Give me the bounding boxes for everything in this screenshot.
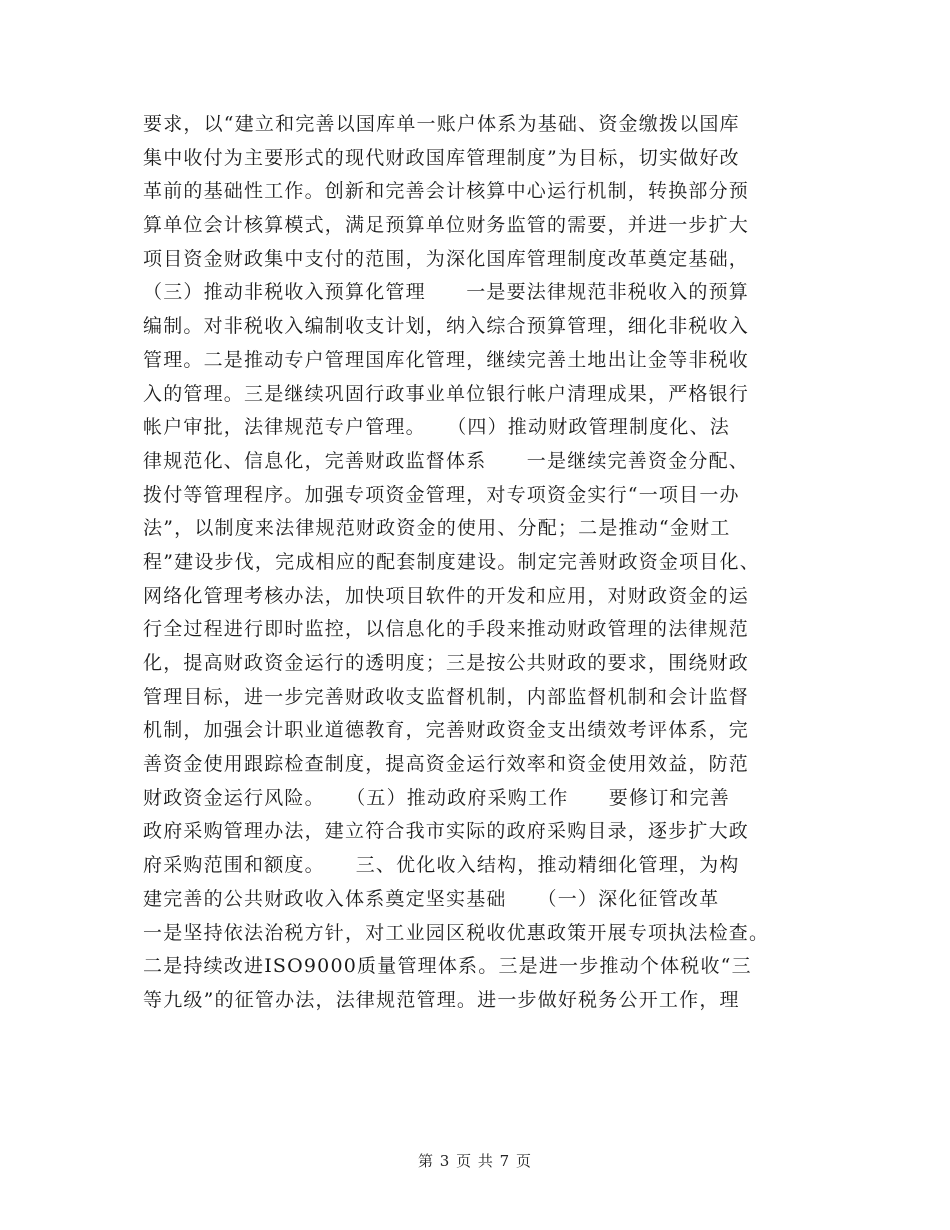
text-line: 善资金使用跟踪检查制度，提高资金运行效率和资金使用效益，防范 [143,753,750,776]
text-line: 一是坚持依法治税方针，对工业园区税收优惠政策开展专项执法检查。 [143,921,770,944]
text-line: 入的管理。三是继续巩固行政事业单位银行帐户清理成果，严格银行 [143,382,750,405]
text-line: （三）推动非税收入预算化管理 一是要法律规范非税收入的预算 [143,281,750,304]
text-line: 法”，以制度来法律规范财政资金的使用、分配；二是推动“金财工 [143,517,731,540]
text-line: 机制，加强会计职业道德教育，完善财政资金支出绩效考评体系，完 [143,719,750,742]
text-line: 二是持续改进ISO9000质量管理体系。三是进一步推动个体税收“三 [143,955,752,978]
text-line: 程”建设步伐，完成相应的配套制度建设。制定完善财政资金项目化、 [143,550,760,573]
page-number-footer: 第 3 页 共 7 页 [418,1152,532,1170]
text-line: 化，提高财政资金运行的透明度；三是按公共财政的要求，围绕财政 [143,652,750,674]
text-line: 财政资金运行风险。 （五）推动政府采购工作 要修订和完善 [143,786,731,809]
text-line: 算单位会计核算模式，满足预算单位财务监管的需要，并进一步扩大 [143,214,750,237]
text-line: 府采购范围和额度。 三、优化收入结构，推动精细化管理，为构 [143,854,740,877]
text-line: 建完善的公共财政收入体系奠定坚实基础 （一）深化征管改革 [143,887,720,910]
text-line: 拨付等管理程序。加强专项资金管理，对专项资金实行“一项目一办 [143,483,740,506]
body-text [143,108,815,1018]
text-line: 网络化管理考核办法，加快项目软件的开发和应用，对财政资金的运 [143,584,750,607]
text-line: 革前的基础性工作。创新和完善会计核算中心运行机制，转换部分预 [143,180,750,203]
text-line: 等九级”的征管办法，法律规范管理。进一步做好税务公开工作，理 [143,988,740,1011]
text-line: 管理。二是推动专户管理国库化管理，继续完善土地出让金等非税收 [143,348,750,371]
text-line: 帐户审批，法律规范专户管理。 （四）推动财政管理制度化、法 [143,416,731,439]
text-line: 项目资金财政集中支付的范围，为深化国库管理制度改革奠定基础， [143,247,750,270]
text-line: 集中收付为主要形式的现代财政国库管理制度”为目标，切实做好改 [143,146,740,169]
text-line: 编制。对非税收入编制收支计划，纳入综合预算管理，细化非税收入 [143,315,750,338]
text-line: 政府采购管理办法，建立符合我市实际的政府采购目录，逐步扩大政 [143,820,750,843]
text-line: 要求，以“建立和完善以国库单一账户体系为基础、资金缴拨以国库 [143,113,740,135]
text-line: 行全过程进行即时监控，以信息化的手段来推动财政管理的法律规范 [143,618,750,641]
text-line: 管理目标，进一步完善财政收支监督机制，内部监督机制和会计监督 [143,685,750,708]
text-line: 律规范化、信息化，完善财政监督体系 一是继续完善资金分配、 [143,449,750,472]
